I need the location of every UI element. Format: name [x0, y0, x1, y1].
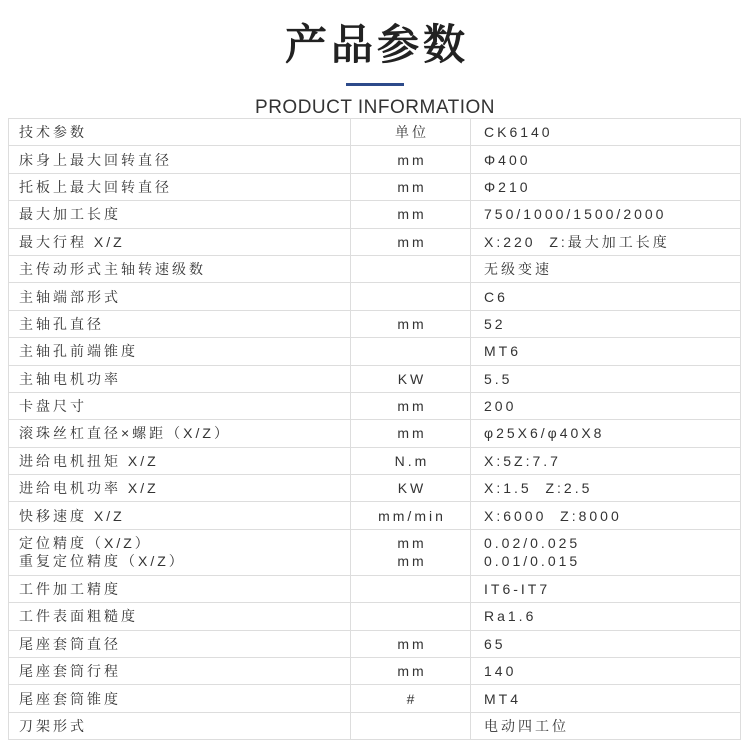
unit-cell: [350, 658, 470, 684]
value-text: X:5Z:7.7: [484, 452, 561, 469]
value-cell: [470, 256, 741, 282]
unit-cell: [350, 685, 470, 711]
value-text: 无级变速: [484, 261, 552, 278]
param-name: 进给电机扭矩 X/Z: [19, 452, 159, 469]
table-row: [8, 448, 741, 475]
param-name: 主轴电机功率: [19, 370, 121, 387]
table-row: [8, 366, 741, 393]
unit-cell: [350, 338, 470, 364]
table-row: [8, 420, 741, 447]
title-underline: [346, 83, 404, 86]
spec-table: [8, 118, 741, 740]
param-cell: [8, 366, 350, 392]
unit-cell: [350, 229, 470, 255]
param-cell: [8, 174, 350, 200]
param-name: 卡盘尺寸: [19, 398, 87, 415]
unit-cell: [350, 366, 470, 392]
unit-cell: [350, 576, 470, 602]
unit-cell: [350, 603, 470, 629]
param-name: 工件表面粗糙度: [19, 608, 138, 625]
table-row: [8, 146, 741, 173]
value-text: 0.01/0.015: [484, 553, 581, 570]
unit-cell: [350, 256, 470, 282]
unit-text: mm: [397, 425, 427, 442]
param-cell: [8, 502, 350, 528]
unit-cell: [350, 448, 470, 474]
unit-text: #: [406, 690, 418, 707]
value-text: φ25X6/φ40X8: [484, 425, 605, 442]
value-cell: [470, 685, 741, 711]
unit-text: mm: [397, 535, 427, 552]
table-row: [8, 475, 741, 502]
param-cell: [8, 685, 350, 711]
param-cell: [8, 631, 350, 657]
param-name: 尾座套筒行程: [19, 663, 121, 680]
param-cell: [8, 393, 350, 419]
param-name: 刀架形式: [19, 718, 87, 734]
table-row: [8, 576, 741, 603]
unit-cell: [350, 502, 470, 528]
param-name: 定位精度（X/Z）: [19, 535, 152, 552]
value-text: 5.5: [484, 370, 513, 387]
value-text: 65: [484, 635, 506, 652]
value-cell: [470, 603, 741, 629]
unit-text: 单位: [395, 124, 429, 141]
value-text: MT4: [484, 690, 521, 707]
unit-text: mm: [397, 398, 427, 415]
param-name: 主轴孔前端锥度: [19, 343, 138, 360]
unit-text: KW: [397, 480, 427, 497]
table-row: [8, 530, 741, 576]
table-row: [8, 393, 741, 420]
unit-text: N.m: [394, 452, 430, 469]
unit-text: mm/min: [378, 507, 446, 524]
table-row: [8, 256, 741, 283]
value-cell: [470, 713, 741, 739]
table-row: [8, 174, 741, 201]
unit-cell: [350, 475, 470, 501]
unit-cell: [350, 119, 470, 145]
unit-text: mm: [397, 635, 427, 652]
value-text: 52: [484, 315, 506, 332]
unit-text: mm: [397, 151, 427, 168]
unit-cell: [350, 530, 470, 575]
unit-cell: [350, 311, 470, 337]
param-name: 滚珠丝杠直径×螺距（X/Z）: [19, 425, 231, 442]
param-name: 工件加工精度: [19, 581, 121, 598]
param-name: 主传动形式主轴转速级数: [19, 261, 206, 278]
value-cell: [470, 658, 741, 684]
param-name: 进给电机功率 X/Z: [19, 480, 159, 497]
param-cell: [8, 119, 350, 145]
param-name: 主轴端部形式: [19, 288, 121, 305]
value-cell: [470, 283, 741, 309]
value-cell: [470, 393, 741, 419]
table-row: [8, 713, 741, 740]
value-cell: [470, 229, 741, 255]
value-cell: [470, 475, 741, 501]
unit-text: mm: [397, 315, 427, 332]
param-name: 最大加工长度: [19, 206, 121, 223]
param-name: 快移速度 X/Z: [19, 507, 125, 524]
value-text: Ra1.6: [484, 608, 537, 625]
param-cell: [8, 256, 350, 282]
unit-cell: [350, 283, 470, 309]
value-cell: [470, 530, 741, 575]
param-name: 技术参数: [19, 124, 87, 141]
param-cell: [8, 530, 350, 575]
value-text: MT6: [484, 343, 521, 360]
table-row: [8, 502, 741, 529]
unit-text: mm: [397, 206, 427, 223]
param-cell: [8, 283, 350, 309]
param-cell: [8, 311, 350, 337]
value-cell: [470, 366, 741, 392]
unit-text: KW: [397, 370, 427, 387]
value-text: 140: [484, 663, 517, 680]
unit-cell: [350, 713, 470, 739]
unit-text: mm: [397, 233, 427, 250]
value-cell: [470, 420, 741, 446]
param-name: 托板上最大回转直径: [19, 178, 172, 195]
param-name: 尾座套筒锥度: [19, 690, 121, 707]
page-subtitle: PRODUCT INFORMATION: [255, 97, 495, 118]
value-text: Φ210: [484, 178, 531, 195]
unit-text: mm: [397, 663, 427, 680]
value-text: IT6-IT7: [484, 581, 551, 598]
value-cell: [470, 174, 741, 200]
value-cell: [470, 338, 741, 364]
value-cell: [470, 201, 741, 227]
param-cell: [8, 420, 350, 446]
unit-cell: [350, 631, 470, 657]
table-row: [8, 201, 741, 228]
table-row: [8, 311, 741, 338]
table-row: [8, 229, 741, 256]
table-row: [8, 338, 741, 365]
param-name: 床身上最大回转直径: [19, 151, 172, 168]
param-cell: [8, 201, 350, 227]
param-name: 主轴孔直径: [19, 315, 104, 332]
value-cell: [470, 448, 741, 474]
table-row: [8, 283, 741, 310]
value-cell: [470, 631, 741, 657]
unit-cell: [350, 201, 470, 227]
param-cell: [8, 229, 350, 255]
value-text: Φ400: [484, 151, 531, 168]
value-text: X:6000 Z:8000: [484, 507, 622, 524]
table-header-row: [8, 119, 741, 146]
param-name: 重复定位精度（X/Z）: [19, 553, 186, 570]
value-text: 200: [484, 398, 517, 415]
table-row: [8, 658, 741, 685]
value-cell: [470, 119, 741, 145]
param-cell: [8, 658, 350, 684]
unit-cell: [350, 420, 470, 446]
value-text: CK6140: [484, 124, 553, 141]
unit-cell: [350, 393, 470, 419]
param-cell: [8, 576, 350, 602]
table-row: [8, 603, 741, 630]
page-title: 产品参数: [284, 20, 469, 69]
value-text: X:220 Z:最大加工长度: [484, 233, 670, 250]
value-text: X:1.5 Z:2.5: [484, 480, 593, 497]
value-text: 电动四工位: [484, 718, 569, 734]
value-cell: [470, 146, 741, 172]
value-cell: [470, 311, 741, 337]
param-cell: [8, 603, 350, 629]
param-cell: [8, 448, 350, 474]
value-text: 750/1000/1500/2000: [484, 206, 667, 223]
table-row: [8, 685, 741, 712]
param-cell: [8, 475, 350, 501]
unit-cell: [350, 174, 470, 200]
unit-text: mm: [397, 553, 427, 570]
unit-cell: [350, 146, 470, 172]
value-text: C6: [484, 288, 508, 305]
param-cell: [8, 146, 350, 172]
param-name: 尾座套筒直径: [19, 635, 121, 652]
value-cell: [470, 576, 741, 602]
value-text: 0.02/0.025: [484, 535, 581, 552]
unit-text: mm: [397, 178, 427, 195]
param-cell: [8, 338, 350, 364]
param-name: 最大行程 X/Z: [19, 233, 125, 250]
value-cell: [470, 502, 741, 528]
table-row: [8, 631, 741, 658]
param-cell: [8, 713, 350, 739]
